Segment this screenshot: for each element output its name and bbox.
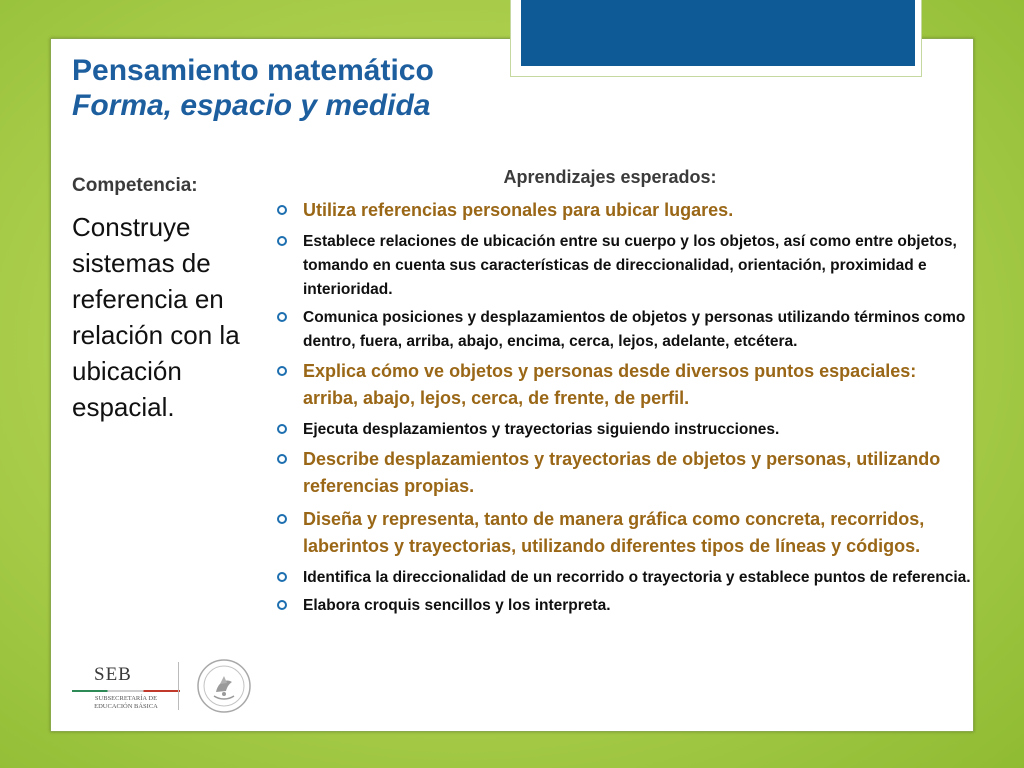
bullet-icon: [277, 600, 287, 610]
slide-title: [72, 53, 434, 123]
seb-wordmark: SEB: [94, 664, 132, 685]
aprendizajes-list: [272, 197, 972, 622]
seb-subtitle-line-2: EDUCACIÓN BÁSICA: [94, 703, 158, 710]
list-item-text: Utiliza referencias personales para ubicar lugares.: [303, 200, 734, 220]
title-line-2: Forma, espacio y medida: [72, 89, 431, 122]
bullet-icon: [277, 454, 287, 464]
list-item: [272, 306, 972, 354]
list-item-text: Diseña y representa, tanto de manera gráfica como concreta, recorridos, laberintos y trayectorias, utilizando diferentes tipos de líneas y códigos.: [303, 509, 925, 556]
list-item: [272, 418, 972, 442]
competencia-text: Construye sistemas de referencia en relación con la ubicación espacial.: [72, 212, 240, 422]
competencia-label: Competencia:: [72, 175, 198, 196]
list-item-text: Identifica la direccionalidad de un recorrido o trayectoria y establece puntos de referencia.: [303, 569, 971, 586]
seb-subtitle-line-1: SUBSECRETARÍA DE: [94, 695, 158, 702]
bullet-icon: [277, 572, 287, 582]
aprendizajes-title: Aprendizajes esperados:: [503, 167, 717, 187]
list-item-text: Explica cómo ve objetos y personas desde diversos puntos espaciales: arriba, abajo, lejos, cerca, de frente, de perfil.: [303, 361, 917, 408]
list-item-text: Elabora croquis sencillos y los interpreta.: [303, 597, 611, 614]
list-item-text: Comunica posiciones y desplazamientos de objetos y personas utilizando términos como dentro, fuera, arriba, abajo, encima, cerca, lejos, adelante, etcétera.: [303, 309, 966, 350]
bullet-icon: [277, 514, 287, 524]
bullet-icon: [277, 312, 287, 322]
title-line-1: Pensamiento matemático: [72, 54, 434, 87]
bullet-icon: [277, 366, 287, 376]
header-banner: [521, 0, 915, 66]
bullet-icon: [277, 424, 287, 434]
list-item: [272, 230, 972, 302]
bullet-icon: [277, 205, 287, 215]
list-item-text: Establece relaciones de ubicación entre su cuerpo y los objetos, así como entre objetos, tomando en cuenta sus características de direccionalidad, orientación, proximidad e interioridad.: [303, 233, 957, 298]
mexico-seal-icon: [196, 658, 252, 714]
seb-tricolor-line: [72, 690, 180, 692]
bullet-icon: [277, 236, 287, 246]
list-item-text: Ejecuta desplazamientos y trayectorias siguiendo instrucciones.: [303, 421, 780, 438]
list-item: [272, 446, 972, 500]
list-item-text: Describe desplazamientos y trayectorias de objetos y personas, utilizando referencias propias.: [303, 449, 941, 496]
seb-subtitle: [70, 695, 182, 711]
seb-logo: [60, 648, 260, 722]
logo-divider: [178, 662, 179, 710]
list-item: [272, 358, 972, 412]
list-item: [272, 506, 972, 560]
list-item: [272, 566, 972, 590]
list-item: [272, 594, 972, 618]
list-item: [272, 197, 972, 224]
